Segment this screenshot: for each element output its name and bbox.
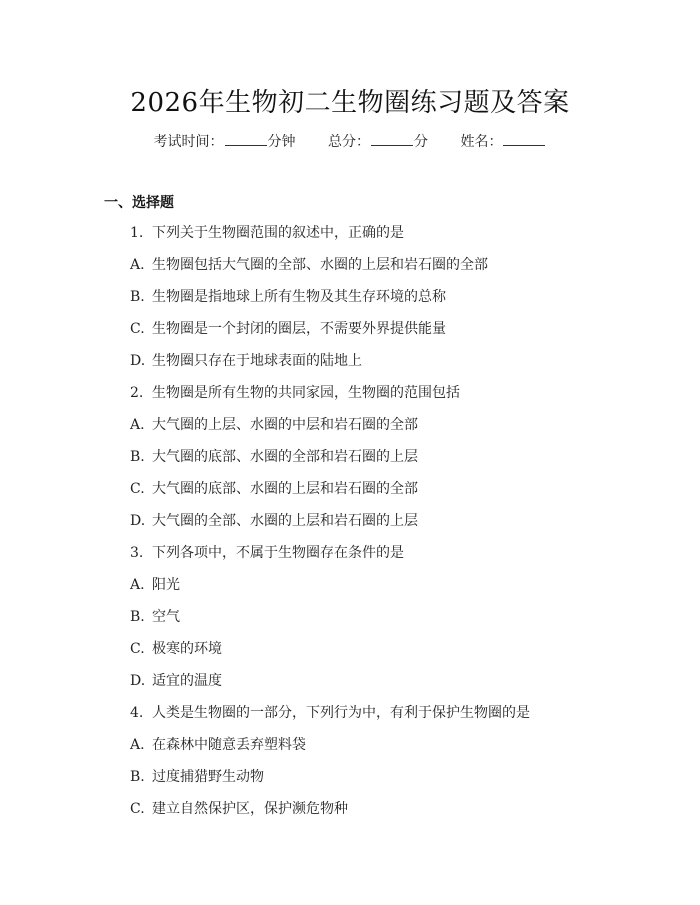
exam-info-row [0, 131, 700, 151]
total-score-label: 总分： [328, 134, 370, 150]
option-letter: B. [130, 769, 145, 785]
answer-option [130, 510, 650, 542]
answer-option [130, 798, 650, 830]
section-title: 一、选择题 [104, 195, 174, 211]
answer-option [130, 286, 650, 318]
answer-option [130, 254, 650, 286]
option-text: 生物圈是一个封闭的圈层，不需要外界提供能量 [152, 321, 446, 337]
option-letter: A. [130, 257, 145, 273]
question-list [130, 222, 650, 830]
answer-option [130, 414, 650, 446]
name-label: 姓名： [460, 134, 503, 150]
question-text: 下列关于生物圈范围的叙述中，正确的是 [152, 225, 404, 241]
option-text: 极寒的环境 [152, 641, 222, 657]
question-stem [130, 542, 650, 574]
answer-option [130, 574, 650, 606]
question-text: 生物圈是所有生物的共同家园，生物圈的范围包括 [152, 385, 460, 401]
name-blank [503, 131, 545, 146]
option-letter: D. [130, 353, 146, 369]
question-number: 2. [130, 385, 144, 401]
option-letter: B. [130, 609, 145, 625]
question-stem [130, 222, 650, 254]
exam-time-unit: 分钟 [267, 134, 296, 150]
question-stem [130, 702, 650, 734]
answer-option [130, 670, 650, 702]
exam-time-label: 考试时间： [153, 134, 224, 150]
document-title: 2026年生物初二生物圈练习题及答案 [130, 88, 570, 118]
option-letter: C. [130, 481, 145, 497]
option-letter: A. [130, 737, 145, 753]
answer-option [130, 734, 650, 766]
option-text: 在森林中随意丢弃塑料袋 [152, 737, 306, 753]
question-stem [130, 382, 650, 414]
name-field [460, 131, 546, 151]
option-text: 生物圈是指地球上所有生物及其生存环境的总称 [152, 289, 446, 305]
option-letter: C. [130, 801, 145, 817]
answer-option [130, 350, 650, 382]
option-letter: D. [130, 673, 146, 689]
exam-time-blank [225, 131, 267, 146]
option-text: 空气 [152, 609, 180, 625]
option-letter: A. [130, 577, 145, 593]
question-text: 人类是生物圈的一部分，下列行为中，有利于保护生物圈的是 [152, 705, 530, 721]
option-letter: B. [130, 449, 145, 465]
option-letter: D. [130, 513, 146, 529]
option-letter: C. [130, 321, 145, 337]
question-number: 1. [130, 225, 144, 241]
total-score-unit: 分 [414, 134, 428, 150]
exam-time-field [154, 131, 296, 151]
option-letter: A. [130, 417, 145, 433]
total-score-field [328, 131, 428, 151]
question-number: 3. [130, 545, 144, 561]
option-letter: C. [130, 641, 145, 657]
option-text: 阳光 [152, 577, 180, 593]
option-text: 大气圈的底部、水圈的上层和岩石圈的全部 [152, 481, 418, 497]
option-text: 大气圈的底部、水圈的全部和岩石圈的上层 [152, 449, 418, 465]
answer-option [130, 638, 650, 670]
option-text: 大气圈的上层、水圈的中层和岩石圈的全部 [152, 417, 418, 433]
answer-option [130, 766, 650, 798]
question-number: 4. [130, 705, 144, 721]
answer-option [130, 606, 650, 638]
option-text: 生物圈包括大气圈的全部、水圈的上层和岩石圈的全部 [152, 257, 488, 273]
option-letter: B. [130, 289, 145, 305]
option-text: 大气圈的全部、水圈的上层和岩石圈的上层 [152, 513, 418, 529]
option-text: 过度捕猎野生动物 [152, 769, 264, 785]
answer-option [130, 446, 650, 478]
question-text: 下列各项中，不属于生物圈存在条件的是 [152, 545, 404, 561]
option-text: 建立自然保护区，保护濒危物种 [152, 801, 348, 817]
option-text: 生物圈只存在于地球表面的陆地上 [152, 353, 362, 369]
option-text: 适宜的温度 [152, 673, 222, 689]
total-score-blank [371, 131, 413, 146]
answer-option [130, 478, 650, 510]
answer-option [130, 318, 650, 350]
